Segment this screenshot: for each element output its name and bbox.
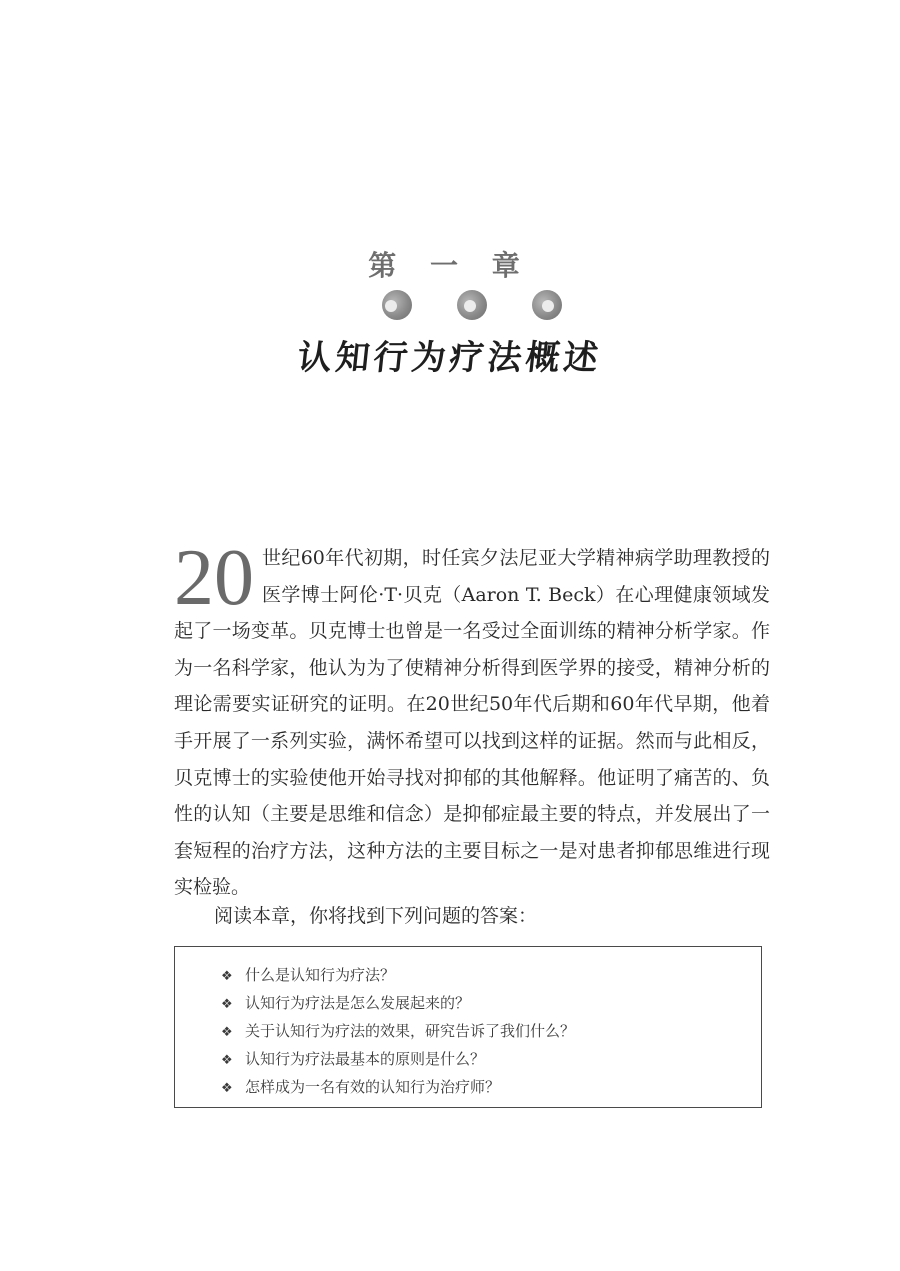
- question-text: 关于认知行为疗法的效果，研究告诉了我们什么？: [245, 1022, 576, 1040]
- diamond-bullet-icon: ❖: [221, 1081, 233, 1096]
- reading-prompt: 阅读本章，你将找到下列问题的答案：: [214, 905, 538, 927]
- diamond-bullet-icon: ❖: [221, 969, 233, 984]
- list-item: [221, 989, 761, 1017]
- diamond-bullet-icon: ❖: [221, 997, 233, 1012]
- decorative-circle-icon: [532, 290, 562, 320]
- list-item: [221, 961, 761, 989]
- decorative-circle-icon: [382, 290, 412, 320]
- question-text: 认知行为疗法是怎么发展起来的？: [245, 994, 471, 1012]
- chapter-title: 认知行为疗法概述: [295, 338, 604, 378]
- drop-cap: 20: [174, 534, 254, 622]
- question-text: 什么是认知行为疗法？: [245, 966, 396, 984]
- decorative-dots: [0, 290, 900, 322]
- question-text: 怎样成为一名有效的认知行为治疗师？: [245, 1078, 501, 1096]
- list-item: [221, 1073, 761, 1101]
- decorative-circle-icon: [457, 290, 487, 320]
- list-item: [221, 1017, 761, 1045]
- questions-box: [174, 946, 762, 1108]
- diamond-bullet-icon: ❖: [221, 1053, 233, 1068]
- intro-text: 世纪60年代初期，时任宾夕法尼亚大学精神病学助理教授的医学博士阿伦·T·贝克（Aaron T. Beck）在心理健康领域发起了一场变革。贝克博士也曾是一名受过全面训练的精神分析学家。作为一名科学家，他认为为了使精神分析得到医学界的接受，精神分析的理论需要实证研究的证明。在20世纪50年代后期和60年代早期，他着手开展了一系列实验，满怀希望可以找到这样的证据。然而与此相反，贝克博士的实验使他开始寻找对抑郁的其他解释。他证明了痛苦的、负性的认知（主要是思维和信念）是抑郁症最主要的特点，并发展出了一套短程的治疗方法，这种方法的主要目标之一是对患者抑郁思维进行现实检验。: [174, 547, 770, 899]
- chapter-number: 第 一 章: [368, 249, 532, 282]
- questions-list: [175, 947, 761, 1101]
- diamond-bullet-icon: ❖: [221, 1025, 233, 1040]
- question-text: 认知行为疗法最基本的原则是什么？: [245, 1050, 486, 1068]
- intro-paragraph: [174, 534, 770, 906]
- list-item: [221, 1045, 761, 1073]
